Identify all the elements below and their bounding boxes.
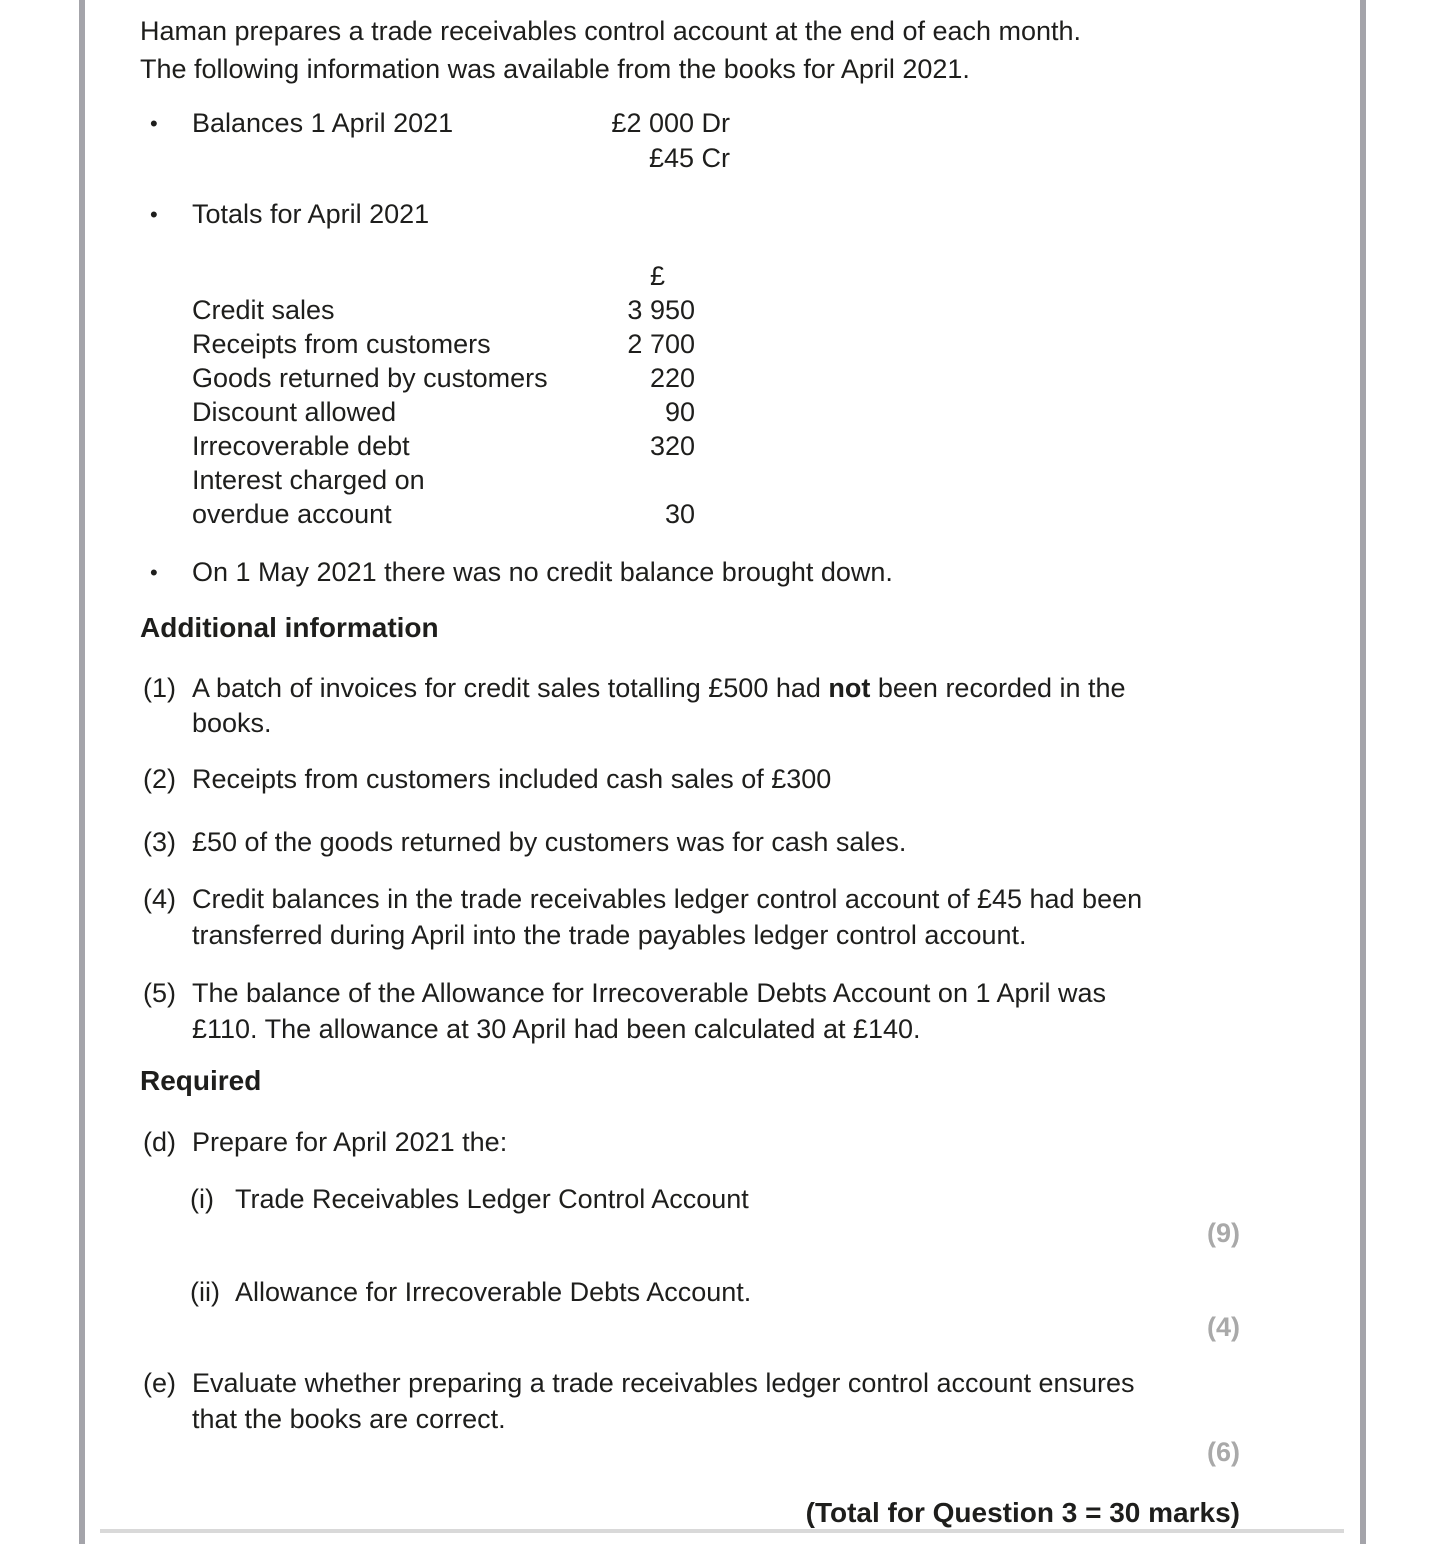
table-row [192,361,695,395]
bullet-icon: • [150,202,158,227]
bullet-may-label: On 1 May 2021 there was no credit balance brought down. [192,557,893,587]
sub-item-marker: (ii) [190,1277,220,1307]
row-label: Discount allowed [192,397,397,427]
item-text: £110. The allowance at 30 April had been calculated at £140. [192,1014,921,1044]
additional-item-5 [140,975,1245,1047]
item-marker: (5) [143,978,176,1008]
row-label: overdue account [192,499,392,529]
additional-item-1 [140,671,1245,741]
additional-item-2 [140,762,1245,797]
bullet-icon: • [150,560,158,585]
row-label: Credit sales [192,295,335,325]
item-marker: (e) [143,1368,176,1398]
required-sub-item-i [140,1182,1245,1217]
row-value: 3 950 [627,295,695,325]
additional-item-3 [140,825,1245,860]
item-marker: (1) [143,673,176,703]
balance-value-cr: £45 Cr [648,143,730,173]
balance-value-dr: £2 000 Dr [611,108,730,138]
question-total: (Total for Question 3 = 30 marks) [805,1497,1240,1528]
bullet-may [140,555,1245,590]
table-row [192,395,695,429]
item-text: that the books are correct. [192,1404,506,1434]
item-marker: (4) [143,884,176,914]
required-item-d [140,1125,1245,1160]
required-item-e [140,1365,1245,1437]
item-text: Credit balances in the trade receivables ledger control account of £45 had been [192,884,1143,914]
intro-line: The following information was available from the books for April 2021. [140,54,970,84]
item-marker: (3) [143,827,176,857]
table-row [192,327,695,361]
totals-table [192,259,695,531]
marks-badge-d-i: (9) [1207,1218,1240,1248]
bullet-icon: • [150,111,158,136]
row-value: 320 [649,431,695,461]
page-edge-rule-left [79,0,85,1544]
table-row [192,497,695,531]
row-label: Receipts from customers [192,329,491,359]
sub-item-text: Allowance for Irrecoverable Debts Account. [235,1277,752,1307]
additional-information-heading: Additional information [140,612,439,643]
required-heading: Required [140,1065,262,1096]
bullet-totals-label: Totals for April 2021 [192,199,430,229]
item-text [192,671,1245,706]
currency-header: £ [649,261,665,291]
item-text: Receipts from customers included cash sales of £300 [192,764,832,794]
bullet-balances-label: Balances 1 April 2021 [192,108,454,138]
intro-line: Haman prepares a trade receivables control account at the end of each month. [140,16,1082,46]
page-edge-rule-right [1360,0,1366,1544]
bottom-divider [100,1529,1344,1533]
table-row [192,429,695,463]
item-marker: (2) [143,764,176,794]
additional-item-4 [140,881,1245,953]
table-row [192,293,695,327]
required-sub-item-ii [140,1275,1245,1310]
row-value: 220 [649,363,695,393]
item-text-emphasis: not [828,673,871,703]
row-value: 30 [664,499,695,529]
question-intro [140,12,1245,88]
item-marker: (d) [143,1127,176,1157]
row-value: 2 700 [627,329,695,359]
sub-item-marker: (i) [190,1184,214,1214]
item-text: Evaluate whether preparing a trade receivables ledger control account ensures [192,1368,1135,1398]
item-text: The balance of the Allowance for Irrecoverable Debts Account on 1 April was [192,978,1107,1008]
sub-item-text: Trade Receivables Ledger Control Account [235,1184,749,1214]
item-text: transferred during April into the trade payables ledger control account. [192,920,1027,950]
item-text-post: been recorded in the [870,673,1126,703]
marks-badge-e: (6) [1207,1437,1240,1467]
row-label: Irrecoverable debt [192,431,410,461]
row-label: Interest charged on [192,465,425,495]
balance-values [140,106,730,176]
table-row [192,463,695,497]
marks-badge-d-ii: (4) [1207,1312,1240,1342]
item-text: £50 of the goods returned by customers was for cash sales. [192,827,907,857]
row-value: 90 [664,397,695,427]
item-text: Prepare for April 2021 the: [192,1127,508,1157]
row-label: Goods returned by customers [192,363,548,393]
bullet-totals [140,197,1245,232]
item-text: books. [192,708,272,738]
item-text-pre: A batch of invoices for credit sales totalling £500 had [192,673,829,703]
